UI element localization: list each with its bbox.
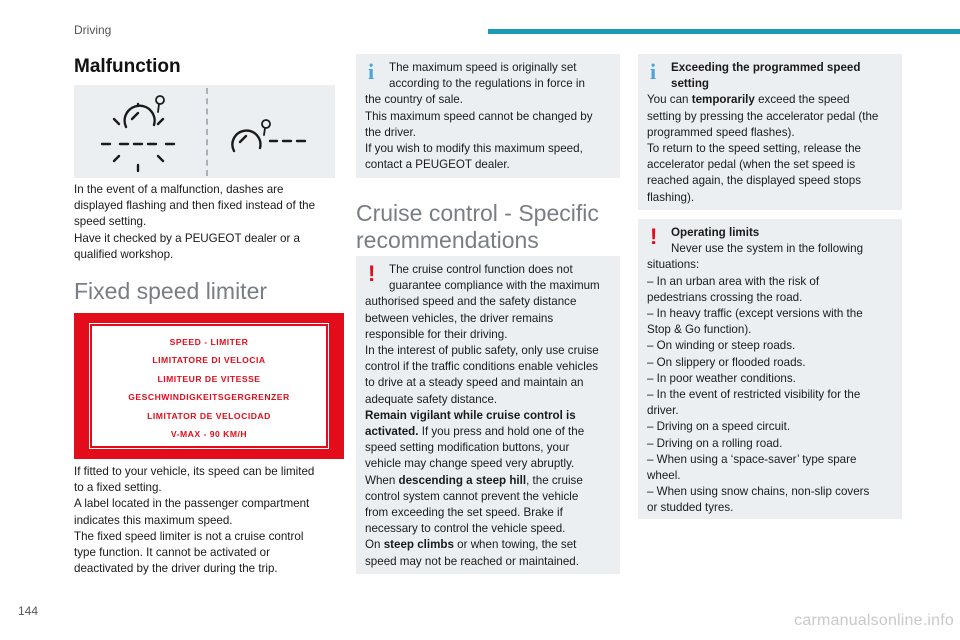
illustration-divider [206, 88, 208, 176]
speed-limiter-label [74, 313, 344, 459]
label-line: V-MAX - 90 KM/H [170, 428, 248, 439]
label-line: LIMITEUR DE VITESSE [157, 373, 261, 384]
malfunction-illustration [74, 85, 335, 178]
warning-icon: ! [650, 224, 658, 249]
page-number: 144 [18, 604, 39, 618]
info-icon: i [650, 59, 657, 84]
operating-limits-note: ! Operating limits Never use the system in the following situations: – In an urban area with the risk of pedestrians crossing the road. – In heavy traffic (except versions with the Stop & Go function). – On winding or steep roads. – On slippery or flooded roads. – In poor weather conditions. – In the event of restricted visibility for the driver. – Driving on a speed circuit. – Driving on a rolling road. – When using a ‘space-saver’ type spare wheel. – When using snow chains, non-slip covers or studded tyres. [638, 219, 902, 519]
label-line: LIMITATOR DE VELOCIDAD [147, 410, 271, 421]
header-section-title: Driving [74, 23, 112, 37]
speedometer-icon [74, 85, 335, 178]
watermark: carmanualsonline.info [794, 612, 954, 629]
fixed-limiter-body: If fitted to your vehicle, its speed can be limited to a fixed setting. A label located in the passenger compartment indicates this maximum speed. The fixed speed limiter is not a cruise control type function. It cannot be activated or deactivated by the driver during the trip. [74, 465, 315, 576]
label-line: SPEED - LIMITER [169, 337, 249, 347]
header-accent-bar [488, 29, 960, 34]
max-speed-note: i The maximum speed is originally set according to the regulations in force in the country of sale. This maximum speed cannot be changed by the driver. If you wish to modify this maximum speed, contact a PEUGEOT dealer. [356, 54, 620, 178]
cruise-warning-note: ! The cruise control function does not guarantee compliance with the maximum authorised speed and the safety distance between vehicles, the driver remains responsible for their driving. In the interest of public safety, only use cruise control if the traffic conditions enable vehicles to drive at a steady speed and maintain an adequate safety distance. Remain vigilant while cruise control is activated. If you press and hold one of the speed setting modification buttons, your vehicle may change speed very abruptly. When descending a steep hill, the cruise control system cannot prevent the vehicle from exceeding the set speed. Brake if necessary to control the vehicle speed. On steep climbs or when towing, the set speed may not be reached or maintained. [356, 256, 620, 574]
malfunction-body: In the event of a malfunction, dashes are displayed flashing and then fixed instead of the speed setting. Have it checked by a PEUGEOT dealer or a qualified workshop. [74, 183, 316, 261]
exceeding-speed-note: i Exceeding the programmed speed setting You can temporarily exceed the speed setting by pressing the accelerator pedal (the programmed speed flashes). To return to the speed setting, release the accelerator pedal (when the set speed is reached again, the displayed speed stops flashing). [638, 54, 902, 210]
speed-limiter-label-inner [90, 324, 328, 448]
malfunction-heading: Malfunction [74, 56, 181, 77]
warning-icon: ! [368, 261, 376, 286]
info-icon: i [368, 59, 375, 84]
label-line: GESCHWINDIGKEITSGERGRENZER [128, 392, 290, 403]
fixed-limiter-heading: Fixed speed limiter [74, 278, 268, 304]
cruise-heading: Cruise control - Specific recommendations [356, 200, 599, 253]
label-line: LIMITATORE DI VELOCIA [152, 355, 266, 366]
